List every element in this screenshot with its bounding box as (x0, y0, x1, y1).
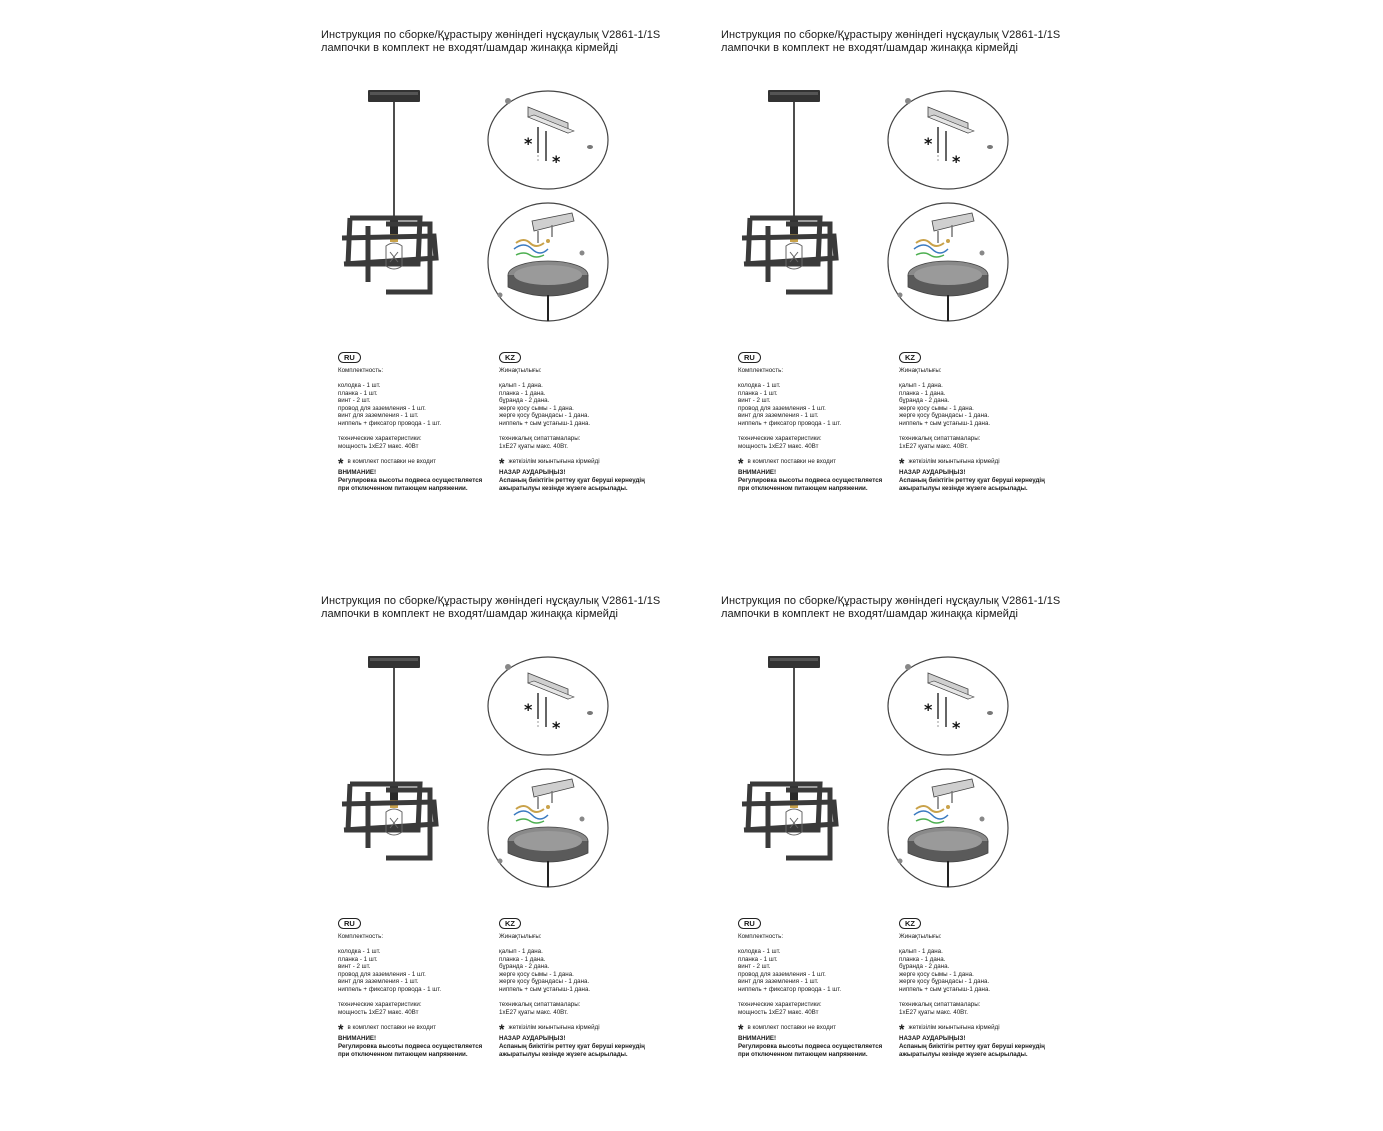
kz-warning-line-2: ажыратылуы кезінде жүзеге асырылады. (899, 1050, 1028, 1058)
ru-kit-item: винт для заземления - 1 шт. (738, 412, 819, 420)
ru-star-note-text: в комплект поставки не входит (347, 1023, 437, 1031)
ru-kit-item: винт - 2 шт. (738, 397, 771, 405)
wiring-canopy-detail (886, 201, 1010, 323)
ru-warning (338, 1035, 503, 1058)
ru-tech-heading: технические характеристики: (338, 435, 422, 443)
kz-kit-item: бұранда - 2 дана. (899, 963, 950, 971)
svg-text:*: * (552, 718, 561, 737)
kz-kit-item: планка - 1 дана. (899, 389, 946, 397)
kz-language-badge: KZ (499, 352, 521, 363)
kz-warning (899, 469, 1074, 492)
kz-language-badge: KZ (899, 918, 921, 929)
kz-star-note (499, 455, 674, 472)
panel-title (321, 29, 660, 54)
pendant-lamp-illustration (338, 86, 442, 306)
instruction-sheet (290, 0, 1090, 1131)
kz-warning-line-1: Аспаның биіктігін реттеу қуат беруші кернеудің (899, 476, 1045, 484)
asterisk-icon: * (499, 455, 505, 472)
ru-warning-line-2: при отключенном питающем напряжении. (738, 484, 868, 492)
kz-warning (899, 1035, 1074, 1058)
ru-star-note (738, 1021, 905, 1038)
kz-star-note (499, 1021, 674, 1038)
ru-kit-heading: Комплектность: (338, 367, 384, 374)
ru-kit-item: винт для заземления - 1 шт. (338, 978, 419, 986)
ru-kit-item: винт - 2 шт. (338, 397, 371, 405)
ru-warning-line-2: при отключенном питающем напряжении. (338, 1050, 468, 1058)
title-line-2: лампочки в комплект не входят/шамдар жинаққа кірмейді (321, 607, 618, 620)
kz-tech-value: 1хЕ27 қуаты макс. 40Вт. (899, 1008, 968, 1016)
ru-tech-heading: технические характеристики: (738, 1001, 822, 1009)
ru-tech-heading: технические характеристики: (738, 435, 822, 443)
pendant-lamp-illustration (738, 652, 842, 872)
ru-kit-item: планка - 1 шт. (738, 389, 778, 397)
kz-warning-title: НАЗАР АУДАРЫҢЫЗ! (899, 1035, 966, 1043)
ru-kit-item: ниппель + фиксатор провода - 1 шт. (738, 986, 842, 994)
asterisk-icon: * (499, 1021, 505, 1038)
ru-star-note-text: в комплект поставки не входит (347, 457, 437, 465)
svg-text:*: * (524, 134, 533, 153)
asterisk-icon: * (338, 455, 344, 472)
ru-kit-item: колодка - 1 шт. (338, 948, 381, 956)
kz-kit-list (499, 382, 674, 428)
ru-section (738, 918, 903, 1058)
ru-language-badge: RU (338, 918, 361, 929)
ru-warning-title: ВНИМАНИЕ! (338, 469, 377, 477)
ru-section (338, 352, 503, 492)
instruction-panel-4 (690, 566, 1090, 1106)
panel-title (721, 595, 1060, 620)
kz-tech-heading: техникалық сипаттамалары: (899, 435, 981, 443)
ru-kit-item: колодка - 1 шт. (738, 948, 781, 956)
ru-kit-heading: Комплектность: (338, 933, 384, 940)
wiring-canopy-detail (486, 201, 610, 323)
kz-kit-item: жерге қосу сымы - 1 дана. (899, 404, 974, 412)
kz-warning-line-2: ажыратылуы кезінде жүзеге асырылады. (499, 1050, 628, 1058)
ru-kit-heading: Комплектность: (738, 933, 784, 940)
ru-kit-item: винт - 2 шт. (738, 963, 771, 971)
ru-kit-item: планка - 1 шт. (338, 389, 378, 397)
asterisk-icon: * (738, 1021, 744, 1038)
kz-tech-value: 1хЕ27 қуаты макс. 40Вт. (499, 442, 568, 450)
ru-star-note-text: в комплект поставки не входит (747, 1023, 837, 1031)
ru-language-badge: RU (738, 352, 761, 363)
kz-section (499, 352, 674, 492)
ru-kit-list (338, 382, 503, 428)
ru-warning-title: ВНИМАНИЕ! (738, 469, 777, 477)
ru-warning (738, 469, 903, 492)
kz-kit-item: жерге қосу бұрандасы - 1 дана. (899, 978, 990, 986)
kz-kit-item: ниппель + сым ұстағыш-1 дана. (499, 420, 591, 428)
ru-warning (338, 469, 503, 492)
ru-language-badge: RU (338, 352, 361, 363)
kz-kit-item: бұранда - 2 дана. (899, 397, 950, 405)
asterisk-icon: * (738, 455, 744, 472)
kz-kit-item: планка - 1 дана. (899, 955, 946, 963)
svg-text:*: * (524, 700, 533, 719)
title-line-2: лампочки в комплект не входят/шамдар жинаққа кірмейді (721, 607, 1018, 620)
ru-section (738, 352, 903, 492)
kz-kit-item: жерге қосу бұрандасы - 1 дана. (499, 412, 590, 420)
svg-text:*: * (552, 152, 561, 171)
kz-section (899, 352, 1074, 492)
kz-language-badge: KZ (499, 918, 521, 929)
asterisk-icon: * (899, 1021, 905, 1038)
ru-kit-item: провод для заземления - 1 шт. (338, 404, 426, 412)
ru-kit-item: провод для заземления - 1 шт. (738, 404, 826, 412)
ru-tech-value: мощность 1хЕ27 макс. 40Вт (738, 1008, 819, 1016)
kz-kit-item: ниппель + сым ұстағыш-1 дана. (899, 420, 991, 428)
ru-section (338, 918, 503, 1058)
kz-kit-item: жерге қосу бұрандасы - 1 дана. (899, 412, 990, 420)
kz-kit-item: ниппель + сым ұстағыш-1 дана. (499, 986, 591, 994)
kz-star-note-text: жеткізілім жиынтығына кірмейді (908, 457, 1000, 465)
kz-star-note (899, 455, 1074, 472)
title-line-2: лампочки в комплект не входят/шамдар жинаққа кірмейді (721, 41, 1018, 54)
kz-warning (499, 469, 674, 492)
panel-title (721, 29, 1060, 54)
ru-kit-item: колодка - 1 шт. (338, 382, 381, 390)
kz-kit-item: қалып - 1 дана. (499, 948, 543, 956)
ru-warning-line-1: Регулировка высоты подвеса осуществляется (738, 476, 883, 484)
kz-star-note-text: жеткізілім жиынтығына кірмейді (908, 1023, 1000, 1031)
ru-star-note (338, 1021, 505, 1038)
svg-text:*: * (924, 700, 933, 719)
kz-warning-title: НАЗАР АУДАРЫҢЫЗ! (499, 469, 566, 477)
instruction-panel-2 (690, 0, 1090, 540)
kz-kit-item: планка - 1 дана. (499, 389, 546, 397)
kz-kit-item: планка - 1 дана. (499, 955, 546, 963)
ru-warning-title: ВНИМАНИЕ! (338, 1035, 377, 1043)
asterisk-icon: * (338, 1021, 344, 1038)
kz-kit-item: қалып - 1 дана. (899, 948, 943, 956)
ru-kit-item: винт для заземления - 1 шт. (338, 412, 419, 420)
kz-tech-value: 1хЕ27 қуаты макс. 40Вт. (899, 442, 968, 450)
ru-kit-list (738, 948, 903, 994)
kz-kit-item: бұранда - 2 дана. (499, 963, 550, 971)
panel-title (321, 595, 660, 620)
ru-star-note (738, 455, 905, 472)
kz-star-note-text: жеткізілім жиынтығына кірмейді (508, 1023, 600, 1031)
ru-kit-item: винт - 2 шт. (338, 963, 371, 971)
kz-kit-item: жерге қосу бұрандасы - 1 дана. (499, 978, 590, 986)
ru-warning-line-2: при отключенном питающем напряжении. (338, 484, 468, 492)
ru-tech-value: мощность 1хЕ27 макс. 40Вт (338, 1008, 419, 1016)
ru-kit-item: планка - 1 шт. (338, 955, 378, 963)
kz-warning-line-2: ажыратылуы кезінде жүзеге асырылады. (499, 484, 628, 492)
svg-text:*: * (952, 718, 961, 737)
kz-warning-line-1: Аспаның биіктігін реттеу қуат беруші кернеудің (899, 1042, 1045, 1050)
asterisk-icon: * (899, 455, 905, 472)
ru-kit-item: провод для заземления - 1 шт. (338, 970, 426, 978)
ru-kit-item: провод для заземления - 1 шт. (738, 970, 826, 978)
kz-kit-list (899, 948, 1074, 994)
instruction-panel-1 (290, 0, 690, 540)
kz-warning-line-1: Аспаның биіктігін реттеу қуат беруші кернеудің (499, 476, 645, 484)
ru-kit-item: колодка - 1 шт. (738, 382, 781, 390)
kz-language-badge: KZ (899, 352, 921, 363)
kz-warning (499, 1035, 674, 1058)
ru-warning-title: ВНИМАНИЕ! (738, 1035, 777, 1043)
title-line-1: Инструкция по сборке/Құрастыру жөніндегі нұсқаулық V2861-1/1S (721, 595, 1061, 607)
mounting-bracket-detail (486, 89, 610, 191)
title-line-2: лампочки в комплект не входят/шамдар жинаққа кірмейді (321, 41, 618, 54)
kz-kit-item: жерге қосу сымы - 1 дана. (899, 970, 974, 978)
mounting-bracket-detail (886, 655, 1010, 757)
wiring-canopy-detail (486, 767, 610, 889)
ru-kit-heading: Комплектность: (738, 367, 784, 374)
ru-warning-line-1: Регулировка высоты подвеса осуществляется (738, 1042, 883, 1050)
kz-star-note-text: жеткізілім жиынтығына кірмейді (508, 457, 600, 465)
kz-kit-item: қалып - 1 дана. (499, 382, 543, 390)
kz-kit-item: ниппель + сым ұстағыш-1 дана. (899, 986, 991, 994)
ru-star-note-text: в комплект поставки не входит (747, 457, 837, 465)
kz-warning-line-2: ажыратылуы кезінде жүзеге асырылады. (899, 484, 1028, 492)
ru-kit-item: ниппель + фиксатор провода - 1 шт. (738, 420, 842, 428)
kz-kit-heading: Жинақтылығы: (499, 367, 542, 374)
kz-kit-heading: Жинақтылығы: (899, 367, 942, 374)
kz-tech-value: 1хЕ27 қуаты макс. 40Вт. (499, 1008, 568, 1016)
kz-kit-item: жерге қосу сымы - 1 дана. (499, 404, 574, 412)
ru-star-note (338, 455, 505, 472)
svg-text:*: * (952, 152, 961, 171)
kz-tech-heading: техникалық сипаттамалары: (499, 1001, 581, 1009)
ru-tech-value: мощность 1хЕ27 макс. 40Вт (338, 442, 419, 450)
kz-kit-item: жерге қосу сымы - 1 дана. (499, 970, 574, 978)
ru-kit-list (338, 948, 503, 994)
kz-kit-heading: Жинақтылығы: (499, 933, 542, 940)
ru-kit-list (738, 382, 903, 428)
title-line-1: Инструкция по сборке/Құрастыру жөніндегі нұсқаулық V2861-1/1S (321, 595, 661, 607)
mounting-bracket-detail (486, 655, 610, 757)
kz-warning-title: НАЗАР АУДАРЫҢЫЗ! (899, 469, 966, 477)
kz-kit-heading: Жинақтылығы: (899, 933, 942, 940)
kz-section (499, 918, 674, 1058)
kz-kit-item: бұранда - 2 дана. (499, 397, 550, 405)
wiring-canopy-detail (886, 767, 1010, 889)
ru-kit-item: ниппель + фиксатор провода - 1 шт. (338, 986, 442, 994)
kz-warning-title: НАЗАР АУДАРЫҢЫЗ! (499, 1035, 566, 1043)
kz-tech-heading: техникалық сипаттамалары: (899, 1001, 981, 1009)
pendant-lamp-illustration (738, 86, 842, 306)
kz-kit-list (899, 382, 1074, 428)
ru-warning-line-1: Регулировка высоты подвеса осуществляется (338, 1042, 483, 1050)
title-line-1: Инструкция по сборке/Құрастыру жөніндегі нұсқаулық V2861-1/1S (721, 29, 1061, 41)
ru-warning (738, 1035, 903, 1058)
pendant-lamp-illustration (338, 652, 442, 872)
kz-warning-line-1: Аспаның биіктігін реттеу қуат беруші кернеудің (499, 1042, 645, 1050)
ru-warning-line-1: Регулировка высоты подвеса осуществляется (338, 476, 483, 484)
instruction-panel-3 (290, 566, 690, 1106)
ru-kit-item: планка - 1 шт. (738, 955, 778, 963)
mounting-bracket-detail (886, 89, 1010, 191)
kz-star-note (899, 1021, 1074, 1038)
kz-kit-item: қалып - 1 дана. (899, 382, 943, 390)
svg-text:*: * (924, 134, 933, 153)
title-line-1: Инструкция по сборке/Құрастыру жөніндегі нұсқаулық V2861-1/1S (321, 29, 661, 41)
kz-tech-heading: техникалық сипаттамалары: (499, 435, 581, 443)
ru-tech-value: мощность 1хЕ27 макс. 40Вт (738, 442, 819, 450)
kz-section (899, 918, 1074, 1058)
ru-kit-item: ниппель + фиксатор провода - 1 шт. (338, 420, 442, 428)
kz-kit-list (499, 948, 674, 994)
ru-tech-heading: технические характеристики: (338, 1001, 422, 1009)
ru-warning-line-2: при отключенном питающем напряжении. (738, 1050, 868, 1058)
ru-kit-item: винт для заземления - 1 шт. (738, 978, 819, 986)
ru-language-badge: RU (738, 918, 761, 929)
